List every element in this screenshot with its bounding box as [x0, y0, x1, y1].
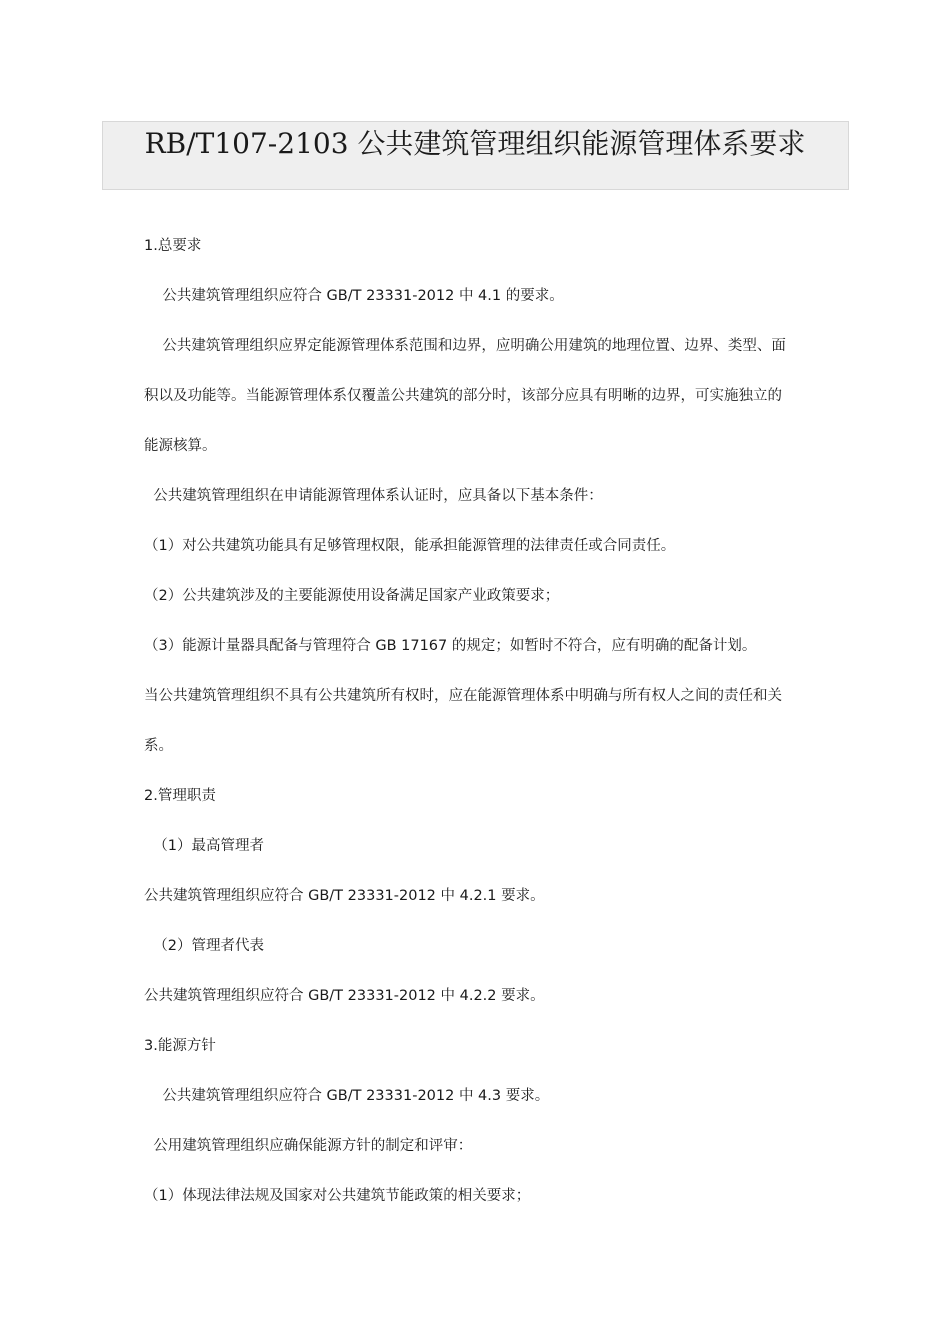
list-item: （3）能源计量器具配备与管理符合 GB 17167 的规定；如暂时不符合，应有明确的配备计划。	[144, 638, 757, 654]
section-heading-3: 3.能源方针	[144, 1038, 216, 1054]
paragraph-line: 公共建筑管理组织应符合 GB/T 23331-2012 中 4.1 的要求。	[144, 288, 564, 304]
paragraph-line: 能源核算。	[144, 438, 217, 454]
paragraph-line: 公共建筑管理组织应符合 GB/T 23331-2012 中 4.2.1 要求。	[144, 888, 545, 904]
paragraph-line: 公共建筑管理组织在申请能源管理体系认证时，应具备以下基本条件：	[144, 488, 603, 504]
section-heading-2: 2.管理职责	[144, 788, 216, 804]
paragraph-line: 公共建筑管理组织应界定能源管理体系范围和边界，应明确公用建筑的地理位置、边界、类型、面	[144, 338, 786, 354]
list-item: （2）公共建筑涉及的主要能源使用设备满足国家产业政策要求；	[144, 588, 560, 604]
list-item: （1）对公共建筑功能具有足够管理权限，能承担能源管理的法律责任或合同责任。	[144, 538, 676, 554]
list-item: （1）体现法律法规及国家对公共建筑节能政策的相关要求；	[144, 1188, 531, 1204]
paragraph-line: 公用建筑管理组织应确保能源方针的制定和评审：	[144, 1138, 473, 1154]
paragraph-line: 公共建筑管理组织应符合 GB/T 23331-2012 中 4.2.2 要求。	[144, 988, 545, 1004]
section-heading-1: 1.总要求	[144, 238, 202, 254]
paragraph-line: 当公共建筑管理组织不具有公共建筑所有权时，应在能源管理体系中明确与所有权人之间的责任和关	[144, 688, 782, 704]
document-title: RB/T107-2103 公共建筑管理组织能源管理体系要求	[144, 127, 806, 160]
paragraph-line: 积以及功能等。当能源管理体系仅覆盖公共建筑的部分时，该部分应具有明晰的边界，可实施独立的	[144, 388, 782, 404]
paragraph-line: 系。	[144, 738, 173, 754]
paragraph-line: 公共建筑管理组织应符合 GB/T 23331-2012 中 4.3 要求。	[144, 1088, 550, 1104]
subheading: （2）管理者代表	[144, 938, 264, 954]
subheading: （1）最高管理者	[144, 838, 264, 854]
